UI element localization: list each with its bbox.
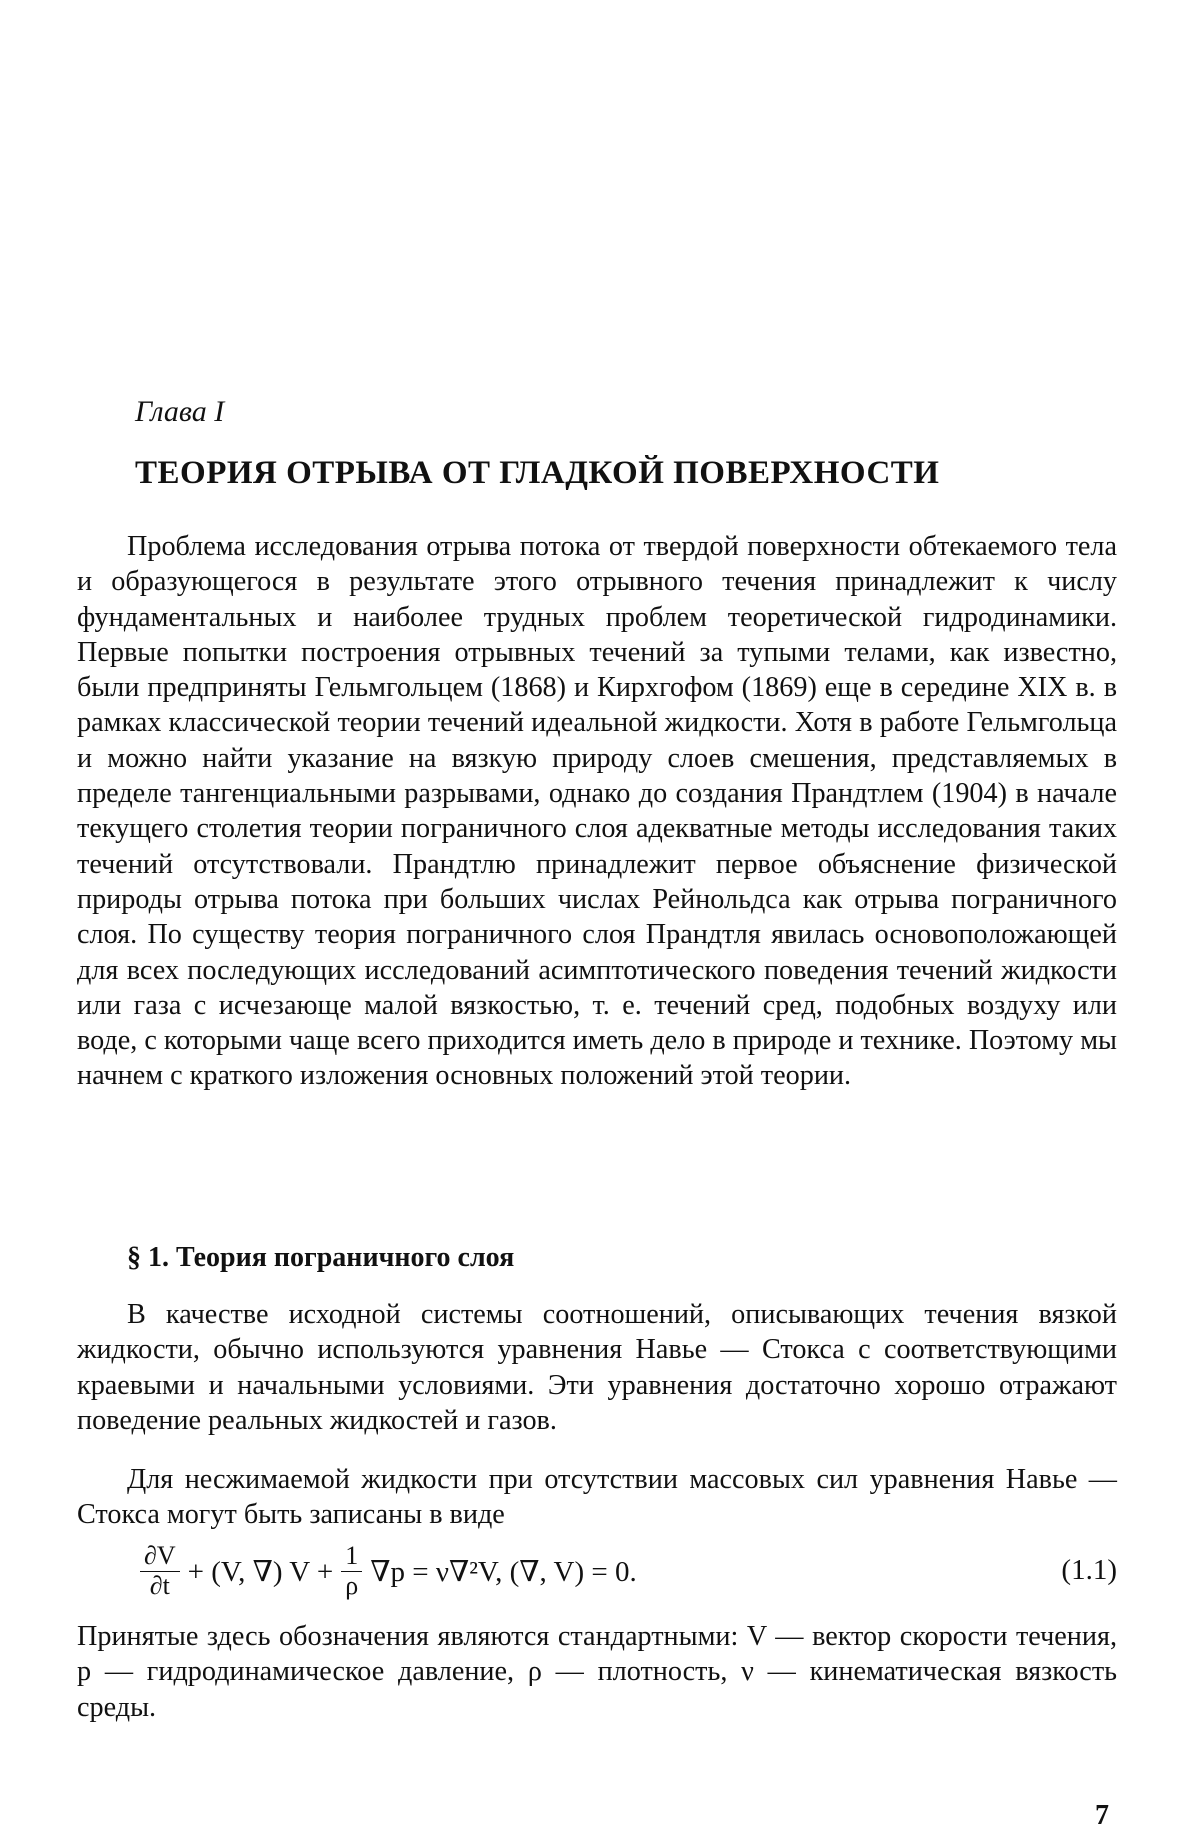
fraction-numerator: ∂V (140, 1542, 180, 1572)
navier-stokes-equation (77, 1536, 1117, 1606)
intro-paragraph: Проблема исследования отрыва потока от твердой поверхности обтекаемого тела и образующегося в результате этого отрывного течения принадлежит к числу фундаментальных и наиболее трудных проблем теоретической гидродинамики. Первые попытки построения отрывных течений за тупыми телами, как известно, были предприняты Гельмгольцем (1868) и Кирхгофом (1869) еще в середине XIX в. в рамках классической теории течений идеальной жидкости. Хотя в работе Гельмгольца и можно найти указание на вязкую природу слоев смешения, представляемых в пределе тангенциальными разрывами, однако до создания Прандтлем (1904) в начале текущего столетия теории пограничного слоя адекватные методы исследования таких течений отсутствовали. Прандтлю принадлежит первое объяснение физической природы отрыва потока при больших числах Рейнольдса как отрыва пограничного слоя. По существу теория пограничного слоя Прандтля явилась основоположающей для всех последующих исследований асимптотического поведения течений жидкости или газа с исчезающе малой вязкостью, т. е. течений сред, подобных воздуху или воде, с которыми чаще всего приходится иметь дело в природе и технике. Поэтому мы начнем с краткого изложения основных положений этой теории. (77, 529, 1117, 1094)
section-paragraph-1: В качестве исходной системы соотношений, описывающих течения вязкой жидкости, обычно используются уравнения Навье — Стокса с соответствующими краевыми и начальными условиями. Эти уравнения достаточно хорошо отражают поведение реальных жидкостей и газов. (77, 1297, 1117, 1438)
fraction-numerator: 1 (341, 1542, 362, 1572)
section-heading: § 1. Теория пограничного слоя (127, 1242, 514, 1274)
chapter-label: Глава I (135, 395, 224, 429)
fraction-dv-dt (140, 1542, 180, 1600)
section-paragraph-3: Принятые здесь обозначения являются стандартными: V — вектор скорости течения, p — гидродинамическое давление, ρ — плотность, ν — кинематическая вязкость среды. (77, 1619, 1117, 1725)
equation-part-1: + (V, ∇) V + (188, 1554, 334, 1589)
equation-part-2: ∇p = ν∇²V, (∇, V) = 0. (370, 1554, 636, 1589)
fraction-denominator: ρ (345, 1572, 358, 1601)
chapter-title: ТЕОРИЯ ОТРЫВА ОТ ГЛАДКОЙ ПОВЕРХНОСТИ (135, 455, 939, 492)
equation-body (132, 1536, 637, 1606)
section-paragraph-2: Для несжимаемой жидкости при отсутствии массовых сил уравнения Навье — Стокса могут быть записаны в виде (77, 1462, 1117, 1533)
page-number: 7 (1095, 1800, 1109, 1832)
equation-number: (1.1) (1061, 1554, 1117, 1587)
fraction-one-over-rho (341, 1542, 362, 1600)
fraction-denominator: ∂t (150, 1572, 170, 1601)
